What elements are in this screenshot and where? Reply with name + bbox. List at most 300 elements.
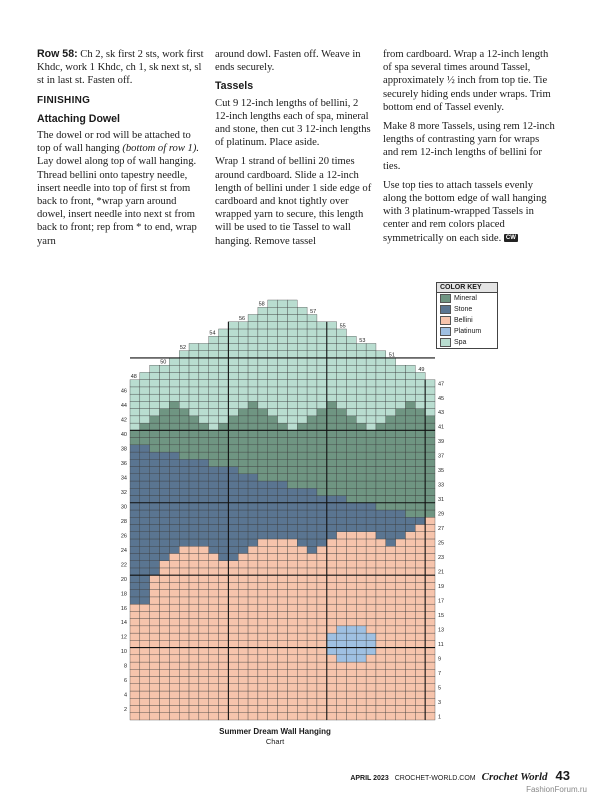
chart-cell bbox=[248, 481, 258, 488]
chart-cell bbox=[386, 394, 396, 401]
chart-cell bbox=[258, 365, 268, 372]
chart-cell bbox=[405, 546, 415, 553]
chart-cell bbox=[169, 633, 179, 640]
chart-cell bbox=[376, 380, 386, 387]
chart-cell bbox=[209, 394, 219, 401]
chart-cell bbox=[179, 387, 189, 394]
chart-cell bbox=[396, 597, 406, 604]
chart-cell bbox=[278, 394, 288, 401]
chart-cell bbox=[140, 662, 150, 669]
chart-cell bbox=[327, 452, 337, 459]
chart-cell bbox=[386, 597, 396, 604]
chart-cell bbox=[346, 430, 356, 437]
chart-cell bbox=[287, 611, 297, 618]
chart-cell bbox=[169, 626, 179, 633]
chart-cell bbox=[219, 343, 229, 350]
chart-cell bbox=[160, 648, 170, 655]
chart-cell bbox=[287, 365, 297, 372]
chart-cell bbox=[258, 401, 268, 408]
row-number-label: 5 bbox=[438, 685, 442, 692]
chart-cell bbox=[366, 351, 376, 358]
chart-cell bbox=[356, 561, 366, 568]
chart-cell bbox=[258, 474, 268, 481]
chart-cell bbox=[258, 575, 268, 582]
chart-cell bbox=[337, 611, 347, 618]
chart-cell bbox=[219, 409, 229, 416]
chart-cell bbox=[248, 633, 258, 640]
chart-cell bbox=[386, 582, 396, 589]
chart-cell bbox=[278, 329, 288, 336]
chart-cell bbox=[130, 423, 140, 430]
chart-cell bbox=[307, 459, 317, 466]
chart-cell bbox=[337, 401, 347, 408]
chart-cell bbox=[160, 503, 170, 510]
chart-cell bbox=[425, 496, 435, 503]
chart-cell bbox=[140, 539, 150, 546]
chart-cell bbox=[337, 619, 347, 626]
chart-cell bbox=[150, 503, 160, 510]
chart-cell bbox=[327, 677, 337, 684]
chart-cell bbox=[278, 539, 288, 546]
chart-cell bbox=[268, 467, 278, 474]
chart-cell bbox=[396, 698, 406, 705]
chart-cell bbox=[179, 713, 189, 720]
chart-cell bbox=[327, 474, 337, 481]
chart-cell bbox=[307, 582, 317, 589]
chart-cell bbox=[287, 669, 297, 676]
chart-cell bbox=[346, 445, 356, 452]
chart-cell bbox=[160, 568, 170, 575]
chart-cell bbox=[179, 481, 189, 488]
chart-cell bbox=[238, 365, 248, 372]
chart-cell bbox=[150, 445, 160, 452]
chart-cell bbox=[248, 459, 258, 466]
chart-cell bbox=[317, 394, 327, 401]
chart-cell bbox=[366, 445, 376, 452]
chart-cell bbox=[130, 590, 140, 597]
chart-cell bbox=[238, 474, 248, 481]
chart-cell bbox=[337, 336, 347, 343]
legend-label-mineral: Mineral bbox=[454, 295, 477, 302]
chart-cell bbox=[150, 626, 160, 633]
chart-cell bbox=[366, 597, 376, 604]
chart-cell bbox=[278, 488, 288, 495]
chart-cell bbox=[297, 322, 307, 329]
row-number-label: 56 bbox=[238, 316, 246, 323]
chart-cell bbox=[140, 416, 150, 423]
chart-cell bbox=[140, 474, 150, 481]
chart-cell bbox=[189, 387, 199, 394]
chart-cell bbox=[278, 307, 288, 314]
chart-cell bbox=[199, 416, 209, 423]
chart-cell bbox=[297, 633, 307, 640]
chart-cell bbox=[199, 517, 209, 524]
chart-cell bbox=[366, 380, 376, 387]
chart-cell bbox=[415, 597, 425, 604]
chart-cell bbox=[140, 452, 150, 459]
chart-cell bbox=[278, 351, 288, 358]
chart-cell bbox=[209, 575, 219, 582]
chart-cell bbox=[317, 416, 327, 423]
chart-cell bbox=[238, 445, 248, 452]
row-number-label: 12 bbox=[120, 634, 127, 641]
chart-cell bbox=[307, 358, 317, 365]
chart-cell bbox=[366, 488, 376, 495]
legend-label-spa: Spa bbox=[454, 339, 467, 346]
chart-cell bbox=[287, 488, 297, 495]
chart-cell bbox=[346, 662, 356, 669]
chart-cell bbox=[317, 532, 327, 539]
chart-cell bbox=[219, 503, 229, 510]
chart-cell bbox=[219, 677, 229, 684]
website-link[interactable]: CROCHET-WORLD.COM bbox=[394, 775, 476, 782]
chart-cell bbox=[287, 329, 297, 336]
chart-cell bbox=[317, 640, 327, 647]
chart-cell bbox=[248, 669, 258, 676]
chart-cell bbox=[327, 626, 337, 633]
chart-cell bbox=[150, 575, 160, 582]
chart-cell bbox=[199, 626, 209, 633]
chart-cell bbox=[238, 590, 248, 597]
chart-cell bbox=[258, 698, 268, 705]
chart-cell bbox=[258, 351, 268, 358]
chart-cell bbox=[209, 546, 219, 553]
row-number-label: 23 bbox=[438, 555, 445, 562]
chart-cell bbox=[346, 481, 356, 488]
chart-cell bbox=[425, 713, 435, 720]
chart-cell bbox=[415, 691, 425, 698]
chart-cell bbox=[169, 640, 179, 647]
chart-cell bbox=[327, 640, 337, 647]
chart-cell bbox=[150, 561, 160, 568]
chart-cell bbox=[366, 372, 376, 379]
chart-cell bbox=[140, 713, 150, 720]
chart-cell bbox=[248, 409, 258, 416]
chart-cell bbox=[219, 510, 229, 517]
chart-cell bbox=[307, 372, 317, 379]
chart-cell bbox=[169, 372, 179, 379]
chart-cell bbox=[179, 474, 189, 481]
chart-cell bbox=[209, 698, 219, 705]
chart-cell bbox=[258, 561, 268, 568]
chart-cell bbox=[337, 372, 347, 379]
chart-cell bbox=[287, 517, 297, 524]
chart-cell bbox=[376, 423, 386, 430]
chart-cell bbox=[396, 648, 406, 655]
chart-cell bbox=[160, 517, 170, 524]
chart-cell bbox=[287, 532, 297, 539]
chart-cell bbox=[278, 568, 288, 575]
chart-caption-subtitle: Chart bbox=[265, 737, 285, 746]
chart-cell bbox=[396, 510, 406, 517]
chart-cell bbox=[425, 430, 435, 437]
chart-cell bbox=[346, 474, 356, 481]
chart-cell bbox=[287, 582, 297, 589]
chart-cell bbox=[199, 365, 209, 372]
chart-cell bbox=[189, 640, 199, 647]
chart-cell bbox=[189, 401, 199, 408]
chart-cell bbox=[278, 300, 288, 307]
chart-cell bbox=[268, 677, 278, 684]
color-key bbox=[436, 282, 498, 349]
chart-cell bbox=[415, 640, 425, 647]
chart-cell bbox=[140, 698, 150, 705]
chart-cell bbox=[169, 524, 179, 531]
chart-cell bbox=[327, 467, 337, 474]
chart-cell bbox=[356, 575, 366, 582]
row-number-label: 50 bbox=[160, 359, 167, 366]
chart-cell bbox=[219, 517, 229, 524]
chart-cell bbox=[425, 640, 435, 647]
chart-cell bbox=[337, 430, 347, 437]
chart-cell bbox=[219, 626, 229, 633]
chart-cell bbox=[405, 409, 415, 416]
chart-cell bbox=[317, 423, 327, 430]
chart-cell bbox=[238, 640, 248, 647]
chart-cell bbox=[160, 394, 170, 401]
chart-cell bbox=[219, 459, 229, 466]
chart-cell bbox=[386, 459, 396, 466]
chart-cell bbox=[356, 582, 366, 589]
chart-cell bbox=[415, 698, 425, 705]
chart-cell bbox=[278, 640, 288, 647]
chart-cell bbox=[415, 582, 425, 589]
chart-cell bbox=[238, 648, 248, 655]
chart-cell bbox=[327, 568, 337, 575]
chart-cell bbox=[396, 387, 406, 394]
chart-cell bbox=[396, 488, 406, 495]
chart-cell bbox=[150, 467, 160, 474]
chart-cell bbox=[209, 706, 219, 713]
chart-cell bbox=[376, 503, 386, 510]
chart-cell bbox=[268, 372, 278, 379]
chart-cell bbox=[169, 546, 179, 553]
chart-cell bbox=[160, 604, 170, 611]
chart-cell bbox=[337, 524, 347, 531]
chart-cell bbox=[258, 445, 268, 452]
chart-cell bbox=[297, 307, 307, 314]
chart-cell bbox=[160, 365, 170, 372]
chart-cell bbox=[219, 452, 229, 459]
chart-cell bbox=[258, 387, 268, 394]
chart-cell bbox=[386, 648, 396, 655]
chart-cell bbox=[405, 394, 415, 401]
chart-cell bbox=[179, 416, 189, 423]
row-number-label: 24 bbox=[120, 547, 127, 554]
chart-cell bbox=[209, 445, 219, 452]
chart-cell bbox=[327, 524, 337, 531]
chart-cell bbox=[160, 496, 170, 503]
chart-cell bbox=[219, 474, 229, 481]
chart-cell bbox=[425, 648, 435, 655]
chart-cell bbox=[386, 655, 396, 662]
chart-cell bbox=[366, 590, 376, 597]
chart-cell bbox=[219, 611, 229, 618]
chart-cell bbox=[258, 467, 268, 474]
chart-cell bbox=[337, 648, 347, 655]
chart-cell bbox=[307, 648, 317, 655]
chart-cell bbox=[179, 648, 189, 655]
chart-cell bbox=[317, 336, 327, 343]
tassels-heading: Tassels bbox=[215, 80, 254, 93]
chart-cell bbox=[317, 387, 327, 394]
chart-cell bbox=[366, 619, 376, 626]
chart-cell bbox=[346, 358, 356, 365]
chart-cell bbox=[366, 539, 376, 546]
chart-cell bbox=[337, 633, 347, 640]
chart-cell bbox=[356, 524, 366, 531]
chart-cell bbox=[346, 409, 356, 416]
chart-cell bbox=[179, 691, 189, 698]
chart-cell bbox=[415, 575, 425, 582]
chart-cell bbox=[150, 365, 160, 372]
chart-cell bbox=[268, 322, 278, 329]
chart-cell bbox=[189, 358, 199, 365]
dowel-text-1: The dowel or rod will be attached to top of wall hanging bbox=[37, 130, 191, 155]
chart-cell bbox=[425, 706, 435, 713]
chart-cell bbox=[278, 314, 288, 321]
chart-cell bbox=[356, 655, 366, 662]
chart-cell bbox=[396, 459, 406, 466]
chart-cell bbox=[238, 619, 248, 626]
chart-cell bbox=[297, 575, 307, 582]
chart-cell bbox=[228, 553, 238, 560]
chart-cell bbox=[150, 553, 160, 560]
chart-cell bbox=[307, 619, 317, 626]
chart-cell bbox=[297, 510, 307, 517]
row-number-label: 10 bbox=[120, 649, 127, 656]
chart-cell bbox=[366, 648, 376, 655]
chart-cell bbox=[209, 691, 219, 698]
chart-cell bbox=[317, 372, 327, 379]
chart-cell bbox=[278, 597, 288, 604]
chart-cell bbox=[179, 706, 189, 713]
chart-cell bbox=[366, 365, 376, 372]
chart-cell bbox=[130, 459, 140, 466]
chart-cell bbox=[258, 380, 268, 387]
chart-cell bbox=[219, 423, 229, 430]
chart-cell bbox=[278, 677, 288, 684]
chart-cell bbox=[337, 380, 347, 387]
chart-cell bbox=[297, 314, 307, 321]
chart-cell bbox=[376, 706, 386, 713]
chart-cell bbox=[327, 590, 337, 597]
chart-cell bbox=[317, 481, 327, 488]
chart-cell bbox=[219, 416, 229, 423]
chart-cell bbox=[228, 372, 238, 379]
chart-cell bbox=[199, 532, 209, 539]
chart-cell bbox=[199, 648, 209, 655]
chart-cell bbox=[160, 452, 170, 459]
chart-cell bbox=[346, 619, 356, 626]
chart-cell bbox=[317, 669, 327, 676]
chart-cell bbox=[376, 445, 386, 452]
chart-cell bbox=[248, 582, 258, 589]
chart-cell bbox=[179, 351, 189, 358]
chart-cell bbox=[130, 669, 140, 676]
chart-cell bbox=[258, 459, 268, 466]
chart-cell bbox=[268, 409, 278, 416]
chart-cell bbox=[160, 669, 170, 676]
chart-cell bbox=[337, 343, 347, 350]
chart-cell bbox=[248, 438, 258, 445]
chart-cell bbox=[297, 648, 307, 655]
chart-cell bbox=[150, 532, 160, 539]
chart-cell bbox=[258, 568, 268, 575]
chart-cell bbox=[317, 684, 327, 691]
chart-cell bbox=[258, 510, 268, 517]
chart-cell bbox=[169, 459, 179, 466]
chart-cell bbox=[337, 677, 347, 684]
chart-cell bbox=[376, 561, 386, 568]
chart-cell bbox=[287, 322, 297, 329]
chart-cell bbox=[228, 351, 238, 358]
chart-cell bbox=[160, 438, 170, 445]
chart-cell bbox=[415, 713, 425, 720]
chart-cell bbox=[415, 568, 425, 575]
chart-cell bbox=[268, 568, 278, 575]
chart-cell bbox=[238, 394, 248, 401]
chart-cell bbox=[248, 590, 258, 597]
chart-cell bbox=[268, 706, 278, 713]
chart-cell bbox=[189, 669, 199, 676]
chart-cell bbox=[337, 546, 347, 553]
chart-cell bbox=[258, 662, 268, 669]
chart-cell bbox=[425, 597, 435, 604]
chart-cell bbox=[268, 380, 278, 387]
chart-cell bbox=[346, 394, 356, 401]
chart-cell bbox=[366, 669, 376, 676]
chart-cell bbox=[268, 713, 278, 720]
chart-cell bbox=[130, 394, 140, 401]
chart-cell bbox=[337, 706, 347, 713]
chart-cell bbox=[287, 604, 297, 611]
chart-cell bbox=[219, 597, 229, 604]
chart-cell bbox=[130, 380, 140, 387]
chart-cell bbox=[219, 387, 229, 394]
chart-cell bbox=[140, 524, 150, 531]
chart-cell bbox=[307, 539, 317, 546]
chart-cell bbox=[238, 582, 248, 589]
chart-cell bbox=[179, 619, 189, 626]
chart-cell bbox=[140, 488, 150, 495]
chart-cell bbox=[150, 619, 160, 626]
chart-cell bbox=[209, 474, 219, 481]
chart-cell bbox=[169, 387, 179, 394]
chart-cell bbox=[278, 496, 288, 503]
chart-cell bbox=[179, 401, 189, 408]
chart-cell bbox=[228, 445, 238, 452]
chart-cell bbox=[169, 423, 179, 430]
chart-cell bbox=[268, 640, 278, 647]
chart-cell bbox=[189, 481, 199, 488]
row-number-label: 54 bbox=[209, 330, 216, 337]
chart-cell bbox=[376, 597, 386, 604]
chart-cell bbox=[346, 343, 356, 350]
chart-cell bbox=[386, 706, 396, 713]
chart-cell bbox=[140, 394, 150, 401]
chart-cell bbox=[130, 452, 140, 459]
chart-cell bbox=[386, 467, 396, 474]
chart-cell bbox=[209, 488, 219, 495]
chart-cell bbox=[278, 452, 288, 459]
chart-cell bbox=[278, 633, 288, 640]
chart-cell bbox=[258, 669, 268, 676]
chart-cell bbox=[248, 626, 258, 633]
chart-cell bbox=[258, 394, 268, 401]
chart-cell bbox=[366, 684, 376, 691]
chart-cell bbox=[130, 561, 140, 568]
